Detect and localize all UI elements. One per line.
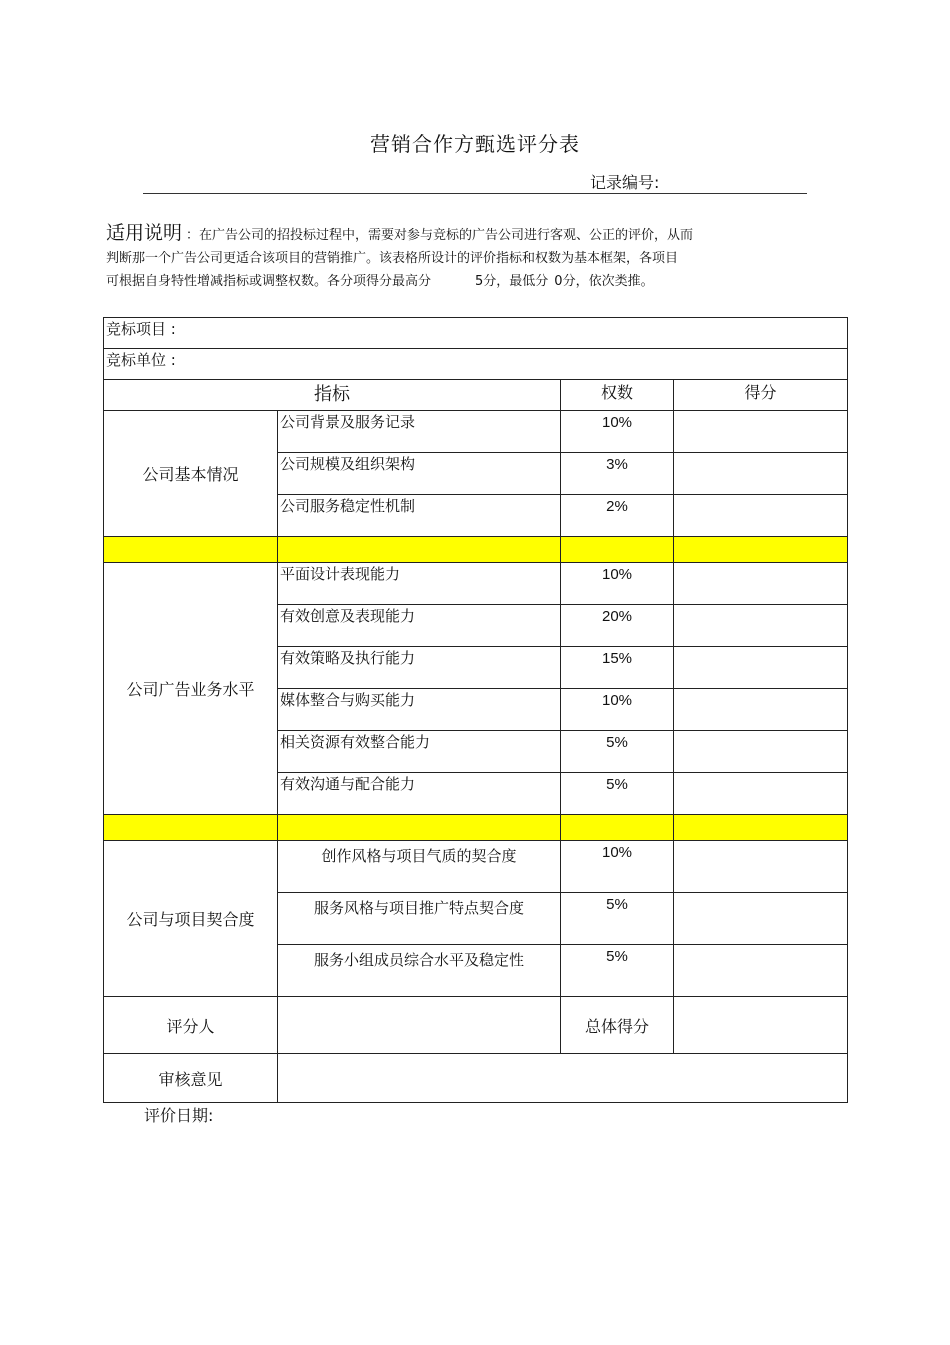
instructions-line-3c: 0分，依次类推。 xyxy=(554,274,654,289)
bid-project-field[interactable] xyxy=(104,318,848,349)
rater-label: 评分人 xyxy=(104,997,278,1054)
indicator-name: 公司规模及组织架构 xyxy=(278,453,561,495)
score-cell[interactable] xyxy=(674,731,848,773)
category-company-basics: 公司基本情况 xyxy=(104,411,278,537)
page-title: 营销合作方甄选评分表 xyxy=(370,132,580,156)
score-cell[interactable] xyxy=(674,945,848,997)
separator-row xyxy=(104,815,848,841)
score-cell[interactable] xyxy=(674,841,848,893)
instructions-line-3a: 可根据自身特性增减指标或调整权数。各分项得分最高分 xyxy=(106,274,432,289)
score-cell[interactable] xyxy=(674,411,848,453)
indicator-header: 指标 xyxy=(104,380,561,411)
separator-row xyxy=(104,537,848,563)
bid-project-label: 竞标项目 : xyxy=(106,320,176,338)
usage-instructions xyxy=(106,222,806,293)
indicator-weight: 15% xyxy=(561,647,674,689)
instructions-colon: ： xyxy=(186,228,200,243)
instructions-line-3b: 5分，最低分 xyxy=(475,274,549,289)
score-cell[interactable] xyxy=(674,689,848,731)
score-cell[interactable] xyxy=(674,647,848,689)
evaluation-table xyxy=(103,317,848,1103)
score-cell[interactable] xyxy=(674,605,848,647)
indicator-name: 相关资源有效整合能力 xyxy=(278,731,561,773)
score-cell[interactable] xyxy=(674,453,848,495)
indicator-weight: 5% xyxy=(561,945,674,997)
indicator-weight: 10% xyxy=(561,689,674,731)
indicator-weight: 3% xyxy=(561,453,674,495)
instructions-line-1: 在广告公司的招投标过程中，需要对参与竞标的广告公司进行客观、公正的评价，从而 xyxy=(199,228,694,243)
review-opinion-field[interactable] xyxy=(278,1054,848,1103)
indicator-weight: 2% xyxy=(561,495,674,537)
weight-header: 权数 xyxy=(561,380,674,411)
indicator-name: 有效沟通与配合能力 xyxy=(278,773,561,815)
indicator-weight: 10% xyxy=(561,563,674,605)
instructions-line-2: 判断那一个广告公司更适合该项目的营销推广。该表格所设计的评价指标和权数为基本框架，各项目 xyxy=(106,251,679,266)
title-divider xyxy=(143,193,807,194)
bid-unit-label: 竞标单位 : xyxy=(106,351,176,369)
category-ad-business-level: 公司广告业务水平 xyxy=(104,563,278,815)
indicator-weight: 10% xyxy=(561,841,674,893)
indicator-weight: 5% xyxy=(561,893,674,945)
record-number-label: 记录编号: xyxy=(590,173,660,192)
score-cell[interactable] xyxy=(674,773,848,815)
indicator-name: 创作风格与项目气质的契合度 xyxy=(278,841,561,893)
indicator-name: 有效策略及执行能力 xyxy=(278,647,561,689)
score-cell[interactable] xyxy=(674,563,848,605)
evaluation-date-label: 评价日期: xyxy=(144,1106,214,1125)
category-project-fit: 公司与项目契合度 xyxy=(104,841,278,997)
score-cell[interactable] xyxy=(674,893,848,945)
rater-field[interactable] xyxy=(278,997,561,1054)
bid-unit-field[interactable] xyxy=(104,349,848,380)
indicator-weight: 10% xyxy=(561,411,674,453)
indicator-weight: 5% xyxy=(561,773,674,815)
indicator-name: 公司背景及服务记录 xyxy=(278,411,561,453)
indicator-weight: 20% xyxy=(561,605,674,647)
total-score-label: 总体得分 xyxy=(561,997,674,1054)
indicator-name: 有效创意及表现能力 xyxy=(278,605,561,647)
indicator-name: 服务风格与项目推广特点契合度 xyxy=(278,893,561,945)
indicator-name: 服务小组成员综合水平及稳定性 xyxy=(278,945,561,997)
score-cell[interactable] xyxy=(674,495,848,537)
total-score-field[interactable] xyxy=(674,997,848,1054)
review-opinion-label: 审核意见 xyxy=(104,1054,278,1103)
indicator-weight: 5% xyxy=(561,731,674,773)
indicator-name: 媒体整合与购买能力 xyxy=(278,689,561,731)
score-header: 得分 xyxy=(674,380,848,411)
instructions-heading: 适用说明 xyxy=(106,222,183,244)
indicator-name: 平面设计表现能力 xyxy=(278,563,561,605)
indicator-name: 公司服务稳定性机制 xyxy=(278,495,561,537)
